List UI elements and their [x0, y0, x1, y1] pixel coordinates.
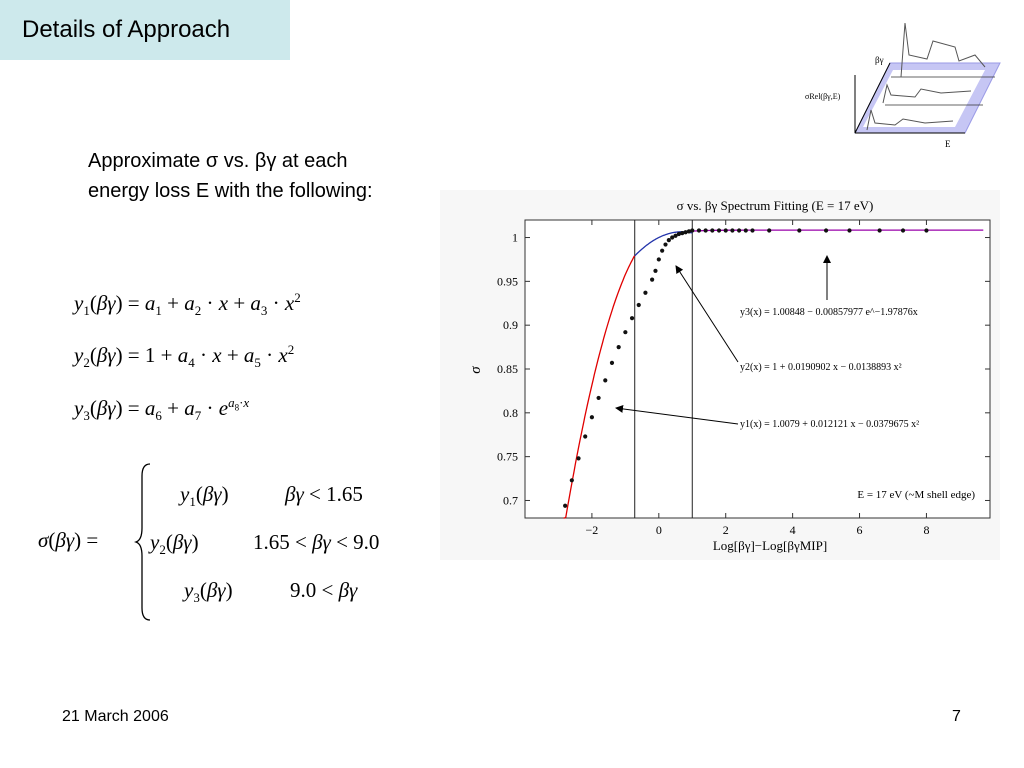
- data-point: [710, 228, 714, 232]
- fit-label-y1: y1(x) = 1.0079 + 0.012121 x − 0.0379675 x²: [740, 419, 920, 430]
- thumb-axis-y-label: σRel(βγ,E): [805, 92, 841, 101]
- data-point: [730, 228, 734, 232]
- data-point: [650, 278, 654, 282]
- x-tick-label: 8: [923, 523, 930, 537]
- piece-cond-1: βγ < 1.65: [285, 482, 363, 506]
- data-point: [724, 228, 728, 232]
- thumb-axis-bg-label: βγ: [875, 55, 884, 65]
- slide-title: Details of Approach: [22, 16, 231, 43]
- piece-func-2: $y_2(\beta\gamma)$: [150, 530, 199, 558]
- data-point: [657, 257, 661, 261]
- data-point: [643, 291, 647, 295]
- data-point: [570, 478, 574, 482]
- equation-y2: $y_2(\beta\gamma) = 1 + a_4 \cdot x + a_5 \cdot x^2$: [74, 342, 295, 371]
- data-point: [750, 228, 754, 232]
- piece-func-3: $y_3(\beta\gamma)$: [184, 578, 233, 606]
- data-point: [596, 396, 600, 400]
- chart-ylabel: σ: [468, 366, 484, 374]
- piece-func-1: $y_1(\beta\gamma)$: [180, 482, 229, 510]
- data-point: [797, 228, 801, 232]
- fit-label-y3: y3(x) = 1.00848 − 0.00857977 e^−1.97876x: [740, 307, 918, 318]
- y-tick-label: 0.8: [503, 405, 518, 420]
- data-point: [901, 228, 905, 232]
- data-point: [824, 228, 828, 232]
- chart-title: σ vs. βγ Spectrum Fitting (E = 17 eV): [676, 198, 874, 213]
- spectrum-thumbnail: [805, 15, 1005, 155]
- data-point: [617, 345, 621, 349]
- data-point: [603, 378, 607, 382]
- data-point: [583, 434, 587, 438]
- chart-xlabel: Log[βγ]−Log[βγMIP]: [712, 538, 828, 553]
- equation-y1: $y_1(\beta\gamma) = a_1 + a_2 \cdot x + a_3 \cdot x^2$: [74, 290, 301, 319]
- y-tick-label: 0.75: [497, 449, 518, 464]
- data-point: [653, 269, 657, 273]
- data-point: [660, 249, 664, 253]
- data-point: [717, 228, 721, 232]
- data-point: [667, 238, 671, 242]
- slide-title-box: [0, 0, 290, 60]
- piece-cond-3: 9.0 < βγ: [290, 578, 358, 602]
- data-point: [590, 415, 594, 419]
- y-tick-label: 0.7: [503, 493, 518, 508]
- thumb-axis-x-label: E: [945, 139, 951, 149]
- data-point: [576, 456, 580, 460]
- data-point: [737, 228, 741, 232]
- y-tick-label: 0.95: [497, 274, 518, 289]
- x-tick-label: 4: [789, 523, 796, 537]
- data-point: [690, 228, 694, 232]
- data-point: [878, 228, 882, 232]
- data-point: [623, 330, 627, 334]
- data-point: [924, 228, 928, 232]
- y-tick-label: 0.85: [497, 362, 518, 376]
- x-tick-label: 2: [722, 523, 729, 537]
- data-point: [563, 504, 567, 508]
- data-point: [663, 242, 667, 246]
- x-tick-label: −2: [585, 523, 599, 537]
- equation-y3: $y_3(\beta\gamma) = a_6 + a_7 \cdot e^{a_8\cdot x}$: [74, 395, 250, 424]
- data-point: [637, 303, 641, 307]
- footer-date: 21 March 2006: [62, 708, 169, 725]
- data-point: [697, 228, 701, 232]
- data-point: [630, 316, 634, 320]
- page-number: 7: [952, 708, 961, 725]
- y-tick-label: 0.9: [503, 318, 518, 333]
- data-point: [767, 228, 771, 232]
- data-point: [847, 228, 851, 232]
- fit-label-y2: y2(x) = 1 + 0.0190902 x − 0.0138893 x²: [740, 362, 902, 373]
- x-tick-label: 0: [655, 523, 662, 537]
- piecewise-lhs: σ(βγ) =: [38, 528, 99, 552]
- data-point: [610, 361, 614, 365]
- x-tick-label: 6: [856, 523, 863, 537]
- intro-text: Approximate σ vs. βγ at each energy loss E with the following:: [88, 150, 373, 202]
- piece-cond-2: 1.65 < βγ < 9.0: [253, 530, 380, 554]
- data-point: [744, 228, 748, 232]
- chart-annotation: E = 17 eV (~M shell edge): [857, 489, 975, 501]
- y-tick-label: 1: [512, 230, 518, 245]
- fit-chart: [440, 190, 1000, 560]
- data-point: [704, 228, 708, 232]
